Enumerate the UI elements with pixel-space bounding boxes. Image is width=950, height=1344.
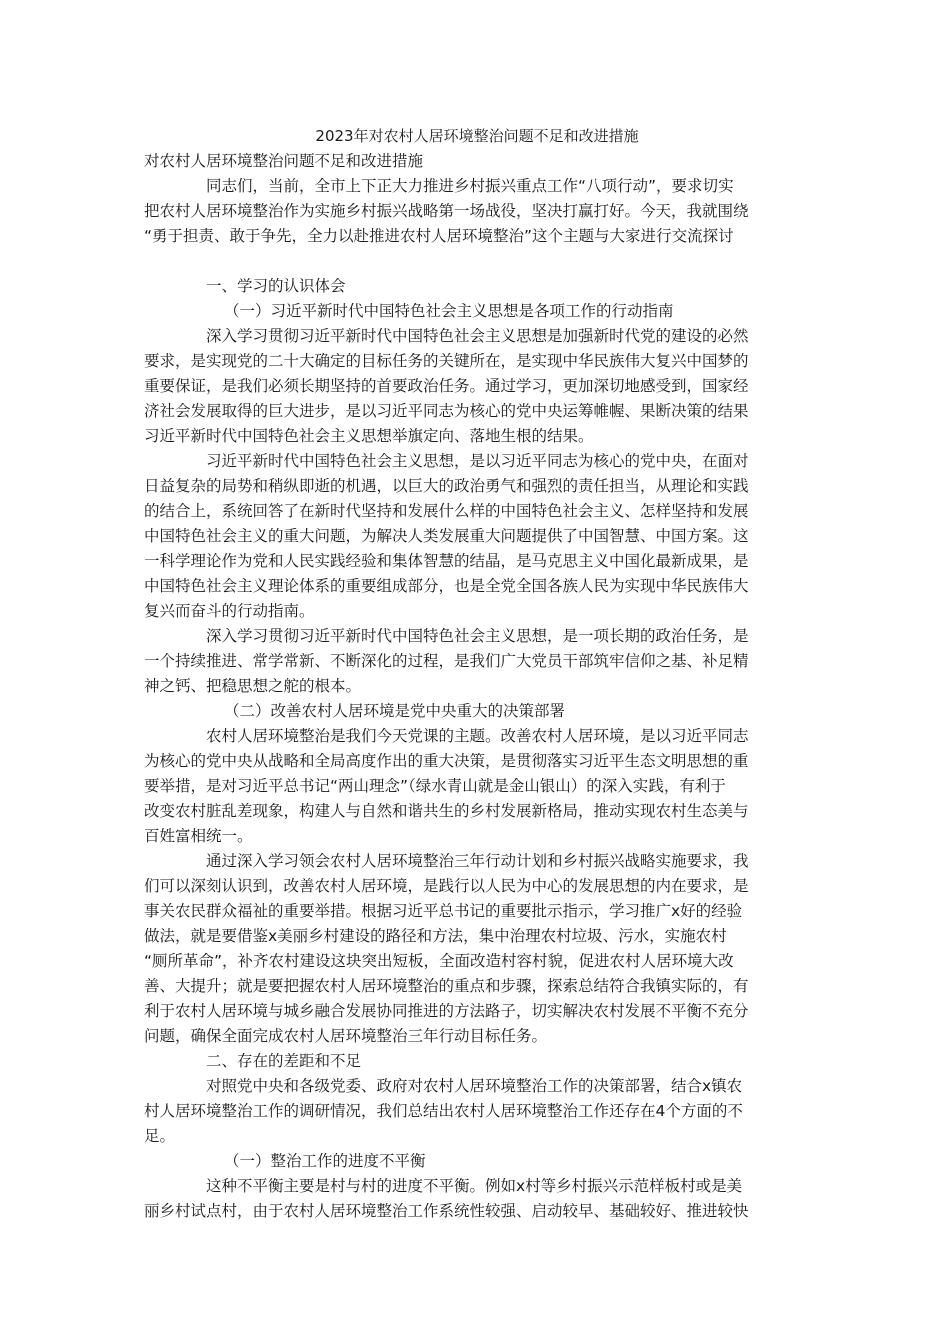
paragraph-line: 事关农民群众福祉的重要举措。根据习近平总书记的重要批示指示，学习推广x好的经验: [144, 902, 743, 920]
paragraph-line: 农村人居环境整治是我们今天党课的主题。改善农村人居环境，是以习近平同志: [206, 727, 749, 745]
paragraph-line: 做法，就是要借鉴x美丽乡村建设的路径和方法，集中治理农村垃圾、污水，实施农村: [144, 927, 727, 945]
paragraph-line: 同志们，当前，全市上下正大力推进乡村振兴重点工作“八项行动”，要求切实: [206, 177, 734, 195]
paragraph-line: 对农村人居环境整治问题不足和改进措施: [144, 152, 424, 170]
paragraph-line: 足。: [144, 1127, 176, 1145]
paragraph-line: 日益复杂的局势和稍纵即逝的机遇，以巨大的政治勇气和强烈的责任担当，从理论和实践: [144, 477, 749, 495]
document-body: [144, 149, 810, 1224]
paragraph-line: 通过深入学习领会农村人居环境整治三年行动计划和乡村振兴战略实施要求，我: [206, 852, 749, 870]
paragraph-line: 济社会发展取得的巨大进步，是以习近平同志为核心的党中央运筹帷幄、果断决策的结果: [144, 402, 749, 420]
subsection-heading: （一）习近平新时代中国特色社会主义思想是各项工作的行动指南: [224, 302, 674, 320]
paragraph-line: 善、大提升；就是要把握农村人居环境整治的重点和步骤，探索总结符合我镇实际的，有: [144, 977, 749, 995]
paragraph-line: 中国特色社会主义的重大问题，为解决人类发展重大问题提供了中国智慧、中国方案。这: [144, 527, 749, 545]
paragraph-line: 这种不平衡主要是村与村的进度不平衡。例如x村等乡村振兴示范样板村或是美: [206, 1177, 743, 1195]
paragraph-line: 对照党中央和各级党委、政府对农村人居环境整治工作的决策部署，结合x镇农: [206, 1077, 743, 1095]
paragraph-line: “勇于担责、敢于争先，全力以赴推进农村人居环境整治”这个主题与大家进行交流探讨: [144, 227, 734, 245]
subsection-heading: （一）整治工作的进度不平衡: [224, 1152, 426, 1170]
paragraph-line: 深入学习贯彻习近平新时代中国特色社会主义思想是加强新时代党的建设的必然: [206, 327, 749, 345]
paragraph-line: “厕所革命”，补齐农村建设这块突出短板，全面改造村容村貌，促进农村人居环境大改: [144, 952, 734, 970]
document-title: 2023年对农村人居环境整治问题不足和改进措施: [315, 127, 639, 145]
section-heading: 二、存在的差距和不足: [206, 1052, 362, 1070]
paragraph-line: 问题，确保全面完成农村人居环境整治三年行动目标任务。: [144, 1027, 548, 1045]
document-page: [144, 124, 810, 1224]
paragraph-line: 一个持续推进、常学常新、不断深化的过程，是我们广大党员干部筑牢信仰之基、补足精: [144, 652, 749, 670]
paragraph-line: 习近平新时代中国特色社会主义思想举旗定向、落地生根的结果。: [144, 427, 594, 445]
blank-line: [144, 249, 810, 274]
paragraph-line: 的结合上，系统回答了在新时代坚持和发展什么样的中国特色社会主义、怎样坚持和发展: [144, 502, 749, 520]
paragraph-line: 百姓富相统一。: [144, 827, 253, 845]
paragraph-line: 村人居环境整治工作的调研情况，我们总结出农村人居环境整治工作还存在4个方面的不: [144, 1102, 743, 1120]
paragraph-line: 习近平新时代中国特色社会主义思想，是以习近平同志为核心的党中央，在面对: [206, 452, 749, 470]
paragraph-line: 一科学理论作为党和人民实践经验和集体智慧的结晶，是马克思主义中国化最新成果，是: [144, 552, 749, 570]
paragraph-line: 为核心的党中央从战略和全局高度作出的重大决策，是贯彻落实习近平生态文明思想的重: [144, 752, 749, 770]
paragraph-line: 中国特色社会主义理论体系的重要组成部分，也是全党全国各族人民为实现中华民族伟大: [144, 577, 749, 595]
paragraph-line: 丽乡村试点村，由于农村人居环境整治工作系统性较强、启动较早、基础较好、推进较快: [144, 1202, 749, 1220]
subsection-heading: （二）改善农村人居环境是党中央重大的决策部署: [224, 702, 566, 720]
paragraph-line: 要举措，是对习近平总书记“两山理念”（绿水青山就是金山银山）的深入实践，有利于: [144, 777, 726, 795]
section-heading: 一、学习的认识体会: [206, 277, 346, 295]
paragraph-line: 把农村人居环境整治作为实施乡村振兴战略第一场战役，坚决打赢打好。今天，我就围绕: [144, 202, 749, 220]
paragraph-line: 深入学习贯彻习近平新时代中国特色社会主义思想，是一项长期的政治任务，是: [206, 627, 749, 645]
paragraph-line: 要求，是实现党的二十大确定的目标任务的关键所在，是实现中华民族伟大复兴中国梦的: [144, 352, 749, 370]
paragraph-line: 利于农村人居环境与城乡融合发展协同推进的方法路子，切实解决农村发展不平衡不充分: [144, 1002, 749, 1020]
paragraph-line: 复兴而奋斗的行动指南。: [144, 602, 315, 620]
paragraph-line: 们可以深刻认识到，改善农村人居环境，是践行以人民为中心的发展思想的内在要求，是: [144, 877, 749, 895]
paragraph-line: 神之钙、把稳思想之舵的根本。: [144, 677, 362, 695]
paragraph-line: 重要保证，是我们必须长期坚持的首要政治任务。通过学习，更加深切地感受到，国家经: [144, 377, 749, 395]
paragraph-line: 改变农村脏乱差现象，构建人与自然和谐共生的乡村发展新格局，推动实现农村生态美与: [144, 802, 749, 820]
